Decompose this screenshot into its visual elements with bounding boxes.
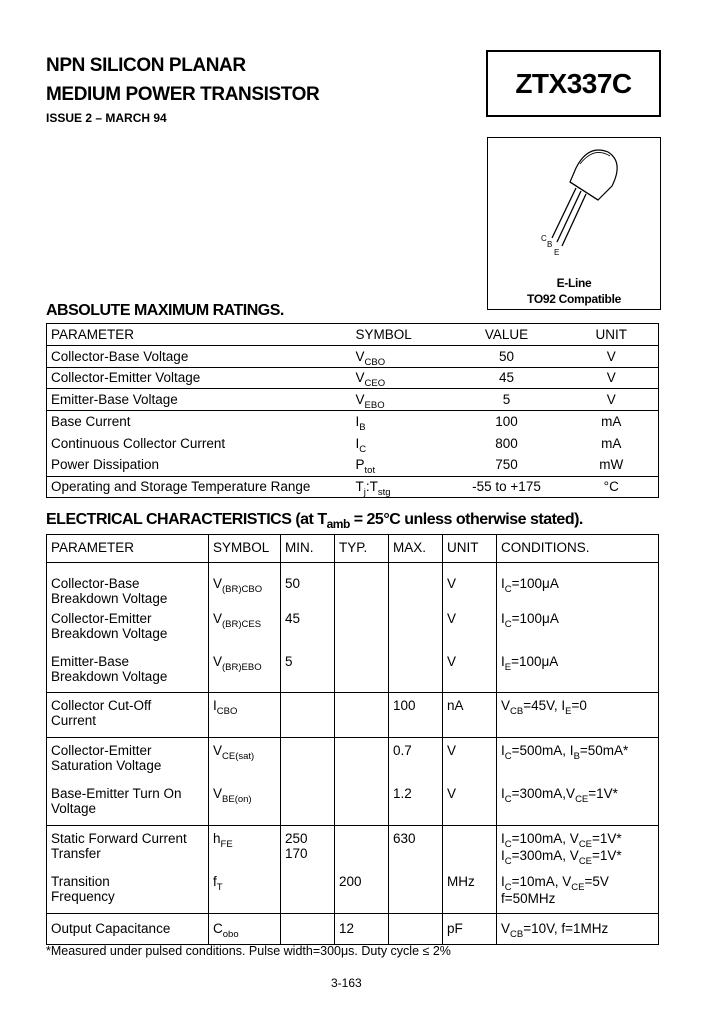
unit-cell: V — [443, 738, 497, 782]
table-row — [47, 649, 659, 693]
pin-label-e: E — [554, 248, 560, 257]
header-cell: VALUE — [484, 326, 529, 342]
unit-cell: V — [565, 345, 659, 367]
symbol-cell: $P_{tot}$ — [355, 457, 376, 477]
header-cell: UNIT — [443, 535, 497, 563]
table-row — [47, 826, 659, 870]
package-box — [487, 137, 661, 310]
table-row — [47, 606, 659, 649]
symbol-cell: $V_{CBO}$ — [352, 345, 449, 367]
typ-cell — [335, 563, 389, 607]
param-cell: Transition Frequency — [51, 874, 115, 904]
header-cell: MAX. — [389, 535, 443, 563]
unit-cell: MHz — [443, 869, 497, 914]
symbol-cell: $V_{CE(sat)}$ — [209, 738, 281, 782]
typ-cell — [335, 826, 389, 870]
symbol-cell: $V_{(BR)EBO}$ — [209, 649, 281, 693]
max-cell — [389, 914, 443, 945]
param-cell: Power Dissipation — [51, 457, 160, 473]
pin-label-c: C — [541, 234, 547, 243]
param-cell: Base-Emitter Turn On Voltage — [51, 786, 182, 816]
max-cell: 630 — [389, 826, 443, 870]
package-compat: TO92 Compatible — [527, 292, 621, 306]
elec-table-body — [47, 563, 659, 945]
conditions-cell: $I_C=100\mu A$ — [497, 563, 659, 607]
symbol-cell: $I_{CBO}$ — [209, 693, 281, 738]
value-cell: 100 — [449, 411, 565, 433]
table-row — [47, 345, 659, 367]
min-cell: 5 — [281, 649, 335, 693]
param-cell: Static Forward Current Transfer — [47, 826, 209, 870]
table-row — [47, 476, 659, 498]
typ-cell — [335, 693, 389, 738]
conditions-cell: $I_C=100mA$, $V_{CE}=1V*$ $I_C=300mA$, $V_{CE}=1V*$ — [497, 826, 659, 870]
param-cell: Collector-Base Voltage — [47, 345, 352, 367]
symbol-cell: $T_j:T_{stg}$ — [352, 476, 449, 498]
elec-title: ELECTRICAL CHARACTERISTICS (at $T_{amb} = 25^\circ C$ unless otherwise stated). — [46, 511, 583, 531]
symbol-cell: $I_B$ — [352, 411, 449, 433]
param-cell: Operating and Storage Temperature Range — [47, 476, 352, 498]
max-cell: 1.2 — [389, 781, 443, 826]
table-row — [47, 389, 659, 411]
table-row — [47, 411, 659, 433]
conditions-cell: $V_{CB}=10V$, f=1MHz — [497, 914, 659, 945]
param-cell: Collector-Emitter Saturation Voltage — [47, 738, 209, 782]
unit-cell: V — [565, 389, 659, 411]
param-cell: Emitter-Base Breakdown Voltage — [51, 654, 168, 684]
symbol-cell: $V_{(BR)CBO}$ — [209, 563, 281, 607]
typ-cell — [335, 738, 389, 782]
unit-cell: V — [443, 563, 497, 607]
value-cell: 5 — [449, 389, 565, 411]
elec-table — [46, 534, 659, 945]
unit-cell: mW — [599, 457, 624, 473]
part-number-box — [486, 50, 661, 117]
symbol-cell: $C_{obo}$ — [209, 914, 281, 945]
symbol-cell: $V_{CEO}$ — [352, 367, 449, 389]
param-cell: Base Current — [47, 411, 352, 433]
max-cell — [389, 606, 443, 649]
symbol-cell: $V_{EBO}$ — [352, 389, 449, 411]
issue-date: ISSUE 2 – MARCH 94 — [46, 111, 167, 125]
param-cell: Output Capacitance — [47, 914, 209, 945]
min-cell — [281, 781, 335, 826]
max-cell: 100 — [389, 693, 443, 738]
conditions-cell: $I_C=10mA$, $V_{CE}=5V$ f=50MHz — [497, 869, 659, 914]
symbol-cell: $V_{(BR)CES}$ — [209, 606, 281, 649]
symbol-cell: $f_T$ — [209, 869, 281, 914]
header-cell: PARAMETER — [51, 540, 135, 555]
min-cell — [281, 869, 335, 914]
table-row — [47, 563, 659, 607]
unit-cell: nA — [443, 693, 497, 738]
typ-cell: 12 — [335, 914, 389, 945]
param-cell: Continuous Collector Current — [51, 435, 226, 451]
table-row — [47, 693, 659, 738]
conditions-cell: $I_C=500mA$, $I_B=50mA*$ — [497, 738, 659, 782]
typ-cell: 200 — [335, 869, 389, 914]
unit-cell: pF — [443, 914, 497, 945]
table-row — [47, 738, 659, 782]
param-cell: Collector-Base Breakdown Voltage — [47, 563, 209, 607]
min-cell — [281, 738, 335, 782]
min-cell — [281, 914, 335, 945]
page-number: 3-163 — [331, 976, 362, 990]
unit-cell: °C — [565, 476, 659, 498]
transistor-package-drawing — [488, 138, 660, 268]
elec-header-row — [47, 535, 659, 563]
unit-cell: V — [443, 781, 497, 826]
unit-cell: mA — [565, 411, 659, 433]
conditions-cell: $I_C=300mA,V_{CE}=1V*$ — [497, 781, 659, 826]
symbol-cell: $V_{BE(on)}$ — [209, 781, 281, 826]
pin-label-b: B — [547, 240, 553, 249]
typ-cell — [335, 781, 389, 826]
unit-cell: V — [443, 606, 497, 649]
table-row — [47, 914, 659, 945]
unit-cell: V — [443, 649, 497, 693]
min-cell — [281, 693, 335, 738]
title-line-2: MEDIUM POWER TRANSISTOR — [46, 84, 320, 105]
header-cell: CONDITIONS. — [497, 535, 659, 563]
title-line-1: NPN SILICON PLANAR — [46, 55, 246, 76]
part-number: ZTX337C — [515, 67, 632, 99]
min-cell: 250 170 — [281, 826, 335, 870]
conditions-cell: $V_{CB}=45V$, $I_E=0$ — [497, 693, 659, 738]
symbol-cell: $I_C$ — [355, 435, 367, 455]
table-row — [47, 432, 659, 454]
min-cell: 45 — [281, 606, 335, 649]
typ-cell — [335, 649, 389, 693]
conditions-cell: $I_E=100\mu A$ — [497, 649, 659, 693]
min-cell: 50 — [281, 563, 335, 607]
max-cell — [389, 649, 443, 693]
abs-max-header-row — [47, 324, 659, 346]
table-row — [47, 367, 659, 389]
value-cell: 50 — [449, 345, 565, 367]
header-cell: MIN. — [281, 535, 335, 563]
param-cell: Collector-Emitter Breakdown Voltage — [51, 611, 168, 641]
value-cell: 45 — [449, 367, 565, 389]
typ-cell — [335, 606, 389, 649]
package-name: E-Line — [556, 276, 592, 290]
header-cell: SYMBOL — [355, 326, 412, 342]
header-cell: SYMBOL — [209, 535, 281, 563]
conditions-cell: $I_C=100\mu A$ — [497, 606, 659, 649]
max-cell — [389, 869, 443, 914]
value-cell: -55 to +175 — [449, 476, 565, 498]
table-row — [47, 454, 659, 476]
unit-cell: V — [565, 367, 659, 389]
header-cell: PARAMETER — [51, 326, 135, 342]
value-cell: 750 — [495, 457, 518, 473]
unit-cell: mA — [601, 435, 622, 451]
abs-max-table — [46, 323, 659, 498]
param-cell: Emitter-Base Voltage — [47, 389, 352, 411]
abs-max-title: ABSOLUTE MAXIMUM RATINGS. — [46, 302, 284, 319]
table-row — [47, 869, 659, 914]
value-cell: 800 — [495, 435, 518, 451]
max-cell — [389, 563, 443, 607]
table-row — [47, 781, 659, 826]
param-cell: Collector Cut-Off Current — [47, 693, 209, 738]
param-cell: Collector-Emitter Voltage — [47, 367, 352, 389]
symbol-cell: $h_{FE}$ — [209, 826, 281, 870]
header-cell: TYP. — [335, 535, 389, 563]
footnote: *Measured under pulsed conditions. Pulse width=300μs. Duty cycle ≤ 2% — [46, 944, 451, 958]
unit-cell — [443, 826, 497, 870]
max-cell: 0.7 — [389, 738, 443, 782]
header-cell: UNIT — [595, 326, 627, 342]
